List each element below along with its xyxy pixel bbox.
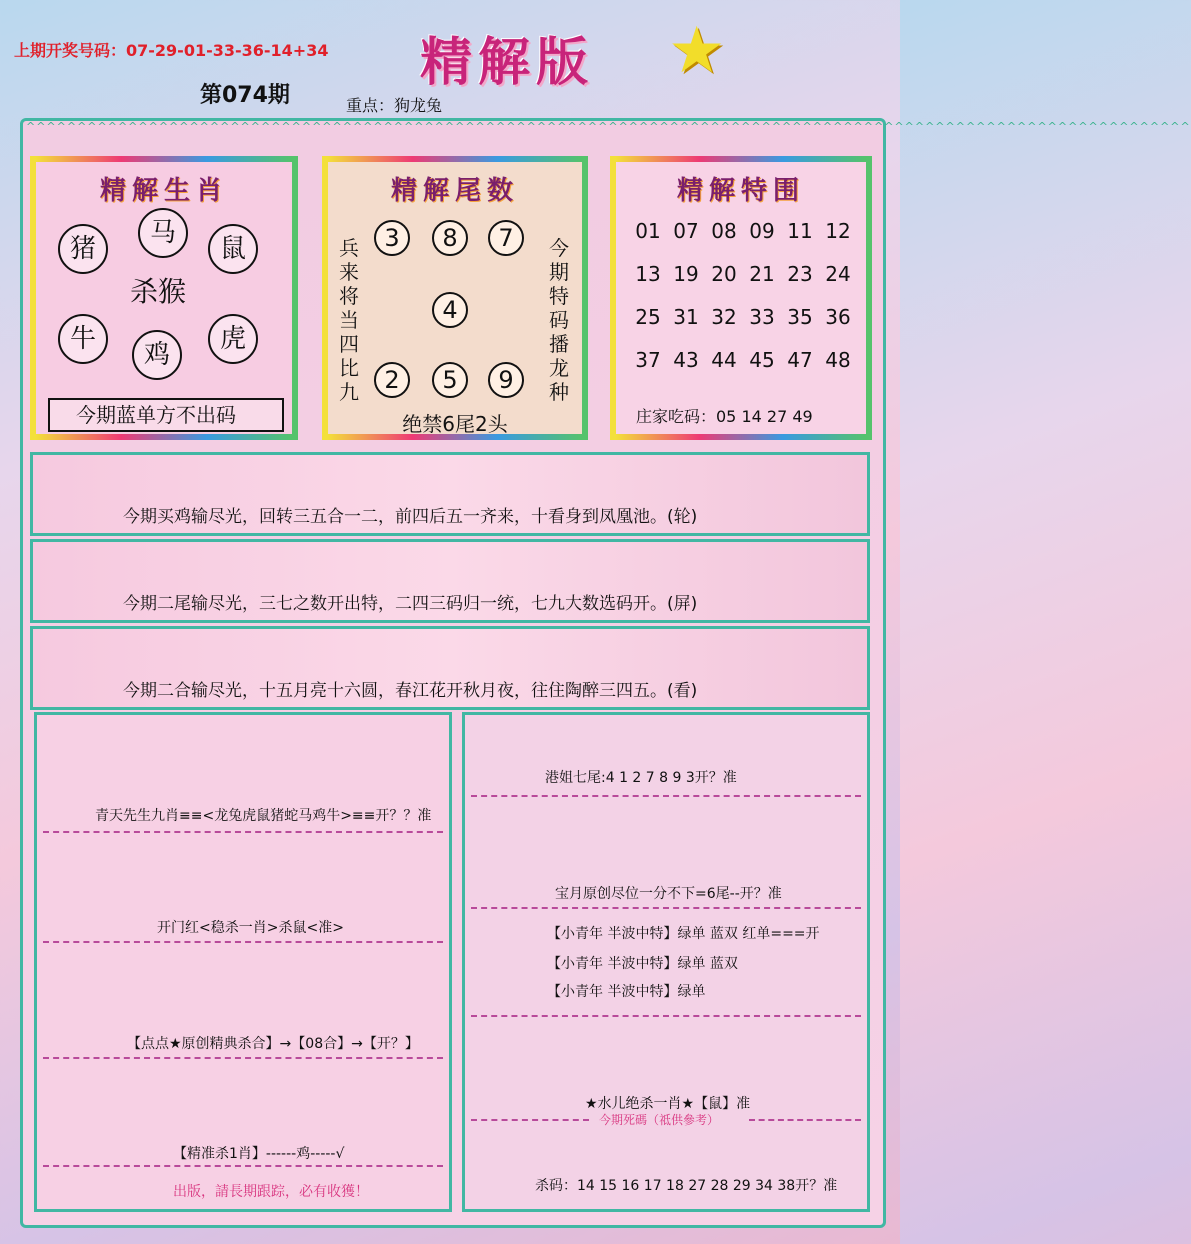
tip-text: ★水儿绝杀一肖★【鼠】准 (585, 1096, 751, 1112)
special-number: 48 (825, 348, 851, 372)
special-number: 08 (711, 219, 737, 243)
poem-row (30, 539, 870, 623)
divider (471, 795, 861, 797)
zodiac-panel-title: 精解生肖 (99, 176, 228, 206)
tip-text: 【小青年 半波中特】绿单 蓝双 红单===开 (547, 926, 820, 942)
tail-number: 2 (374, 362, 410, 398)
poem-text: 今期买鸡输尽光，回转三五合一二，前四后五一齐来，十看身到凤凰池。(轮) (123, 507, 698, 527)
special-number: 44 (711, 348, 737, 372)
tail-number: 5 (432, 362, 468, 398)
divider (43, 831, 443, 833)
special-number: 47 (787, 348, 813, 372)
special-number: 13 (635, 262, 661, 286)
left-tips-panel (34, 712, 452, 1212)
right-tips-panel (462, 712, 870, 1212)
special-number: 09 (749, 219, 775, 243)
special-number: 31 (673, 305, 699, 329)
kill-numbers: 杀码：14 15 16 17 18 27 28 29 34 38开？准 (535, 1178, 838, 1194)
divider (43, 941, 443, 943)
special-number: 36 (825, 305, 851, 329)
tip-text: 港姐七尾:4 1 2 7 8 9 3开？准 (545, 770, 737, 786)
poem-text: 今期二合输尽光，十五月亮十六圆，春江花开秋月夜，往住陶醉三四五。(看) (123, 681, 698, 701)
divider (43, 1057, 443, 1059)
special-number: 23 (787, 262, 813, 286)
zodiac-rat: 鼠 (208, 224, 258, 274)
tail-number: 3 (374, 220, 410, 256)
tail-left-verse: 兵来将当四比九 (339, 236, 359, 404)
special-panel (610, 156, 872, 440)
banker-eat-numbers: 庄家吃码：05 14 27 49 (636, 407, 813, 426)
divider (749, 1119, 861, 1121)
zodiac-panel (30, 156, 298, 440)
zodiac-tiger: 虎 (208, 314, 258, 364)
zigzag-border: ^^^^^^^^^^^^^^^^^^^^^^^^^^^^^^^^^^^^^^^^^^^^^^^^^^^^^^^^^^^^^^^^^^^^^^^^^^^^^^^^^^^^^^^^^^^^^^^^^^^^^^^^^^^^^^^^^^ (26, 120, 1191, 133)
divider (471, 1015, 861, 1017)
tail-number-center: 4 (432, 292, 468, 328)
zodiac-horse: 马 (138, 208, 188, 258)
special-panel-title: 精解特围 (676, 176, 805, 206)
special-number: 37 (635, 348, 661, 372)
poem-row (30, 452, 870, 536)
tail-ban: 绝禁6尾2头 (402, 412, 508, 436)
poem-text: 今期二尾输尽光，三七之数开出特，二四三码归一统，七九大数选码开。(屏) (123, 594, 698, 614)
tip-text: 【小青年 半波中特】绿单 蓝双 (547, 956, 738, 972)
footer-note: 出版，請長期跟踪，必有收獲！ (173, 1184, 369, 1200)
last-draw-numbers: 上期开奖号码：07-29-01-33-36-14+34 (14, 41, 329, 60)
tip-subtext: 今期死碼（祗供參考） (599, 1113, 720, 1127)
special-number: 20 (711, 262, 737, 286)
special-number: 32 (711, 305, 737, 329)
special-number: 45 (749, 348, 775, 372)
tail-panel (322, 156, 588, 440)
special-number: 33 (749, 305, 775, 329)
zodiac-rooster: 鸡 (132, 330, 182, 380)
tip-text: 开门红<稳杀一肖>杀鼠<准> (157, 920, 344, 936)
tail-number: 9 (488, 362, 524, 398)
special-number: 19 (673, 262, 699, 286)
tip-text: 【精准杀1肖】------鸡-----√ (173, 1146, 345, 1162)
tip-text: 青天先生九肖≡≡<龙兔虎鼠猪蛇马鸡牛>≡≡开？？准 (95, 808, 432, 824)
tail-right-verse: 今期特码播龙种 (549, 236, 569, 404)
tip-text: 宝月原创尽位一分不下=6尾--开？准 (555, 886, 782, 902)
issue-number: 第074期 (200, 83, 290, 108)
tail-panel-title: 精解尾数 (390, 176, 519, 206)
special-number: 43 (673, 348, 699, 372)
divider (43, 1165, 443, 1167)
special-number: 25 (635, 305, 661, 329)
special-number-grid (630, 210, 860, 382)
special-number: 11 (787, 219, 813, 243)
special-number: 35 (787, 305, 813, 329)
divider (471, 907, 861, 909)
tail-number: 8 (432, 220, 468, 256)
publication-logo: 精解版 (420, 32, 595, 93)
zodiac-pig: 猪 (58, 224, 108, 274)
star-icon: ★ (668, 14, 726, 88)
zodiac-kill: 杀猴 (130, 275, 187, 308)
divider (471, 1119, 589, 1121)
poem-row (30, 626, 870, 710)
zodiac-note: 今期蓝单方不出码 (48, 398, 284, 432)
tip-text: 【小青年 半波中特】绿单 (547, 984, 706, 1000)
special-number: 21 (749, 262, 775, 286)
special-number: 07 (673, 219, 699, 243)
zodiac-ox: 牛 (58, 314, 108, 364)
tail-number: 7 (488, 220, 524, 256)
special-number: 12 (825, 219, 851, 243)
focus-text: 重点：狗龙兔 (346, 96, 443, 115)
tip-text: 【点点★原创精典杀合】→【08合】→【开？】 (127, 1036, 419, 1052)
special-number: 24 (825, 262, 851, 286)
special-number: 01 (635, 219, 661, 243)
